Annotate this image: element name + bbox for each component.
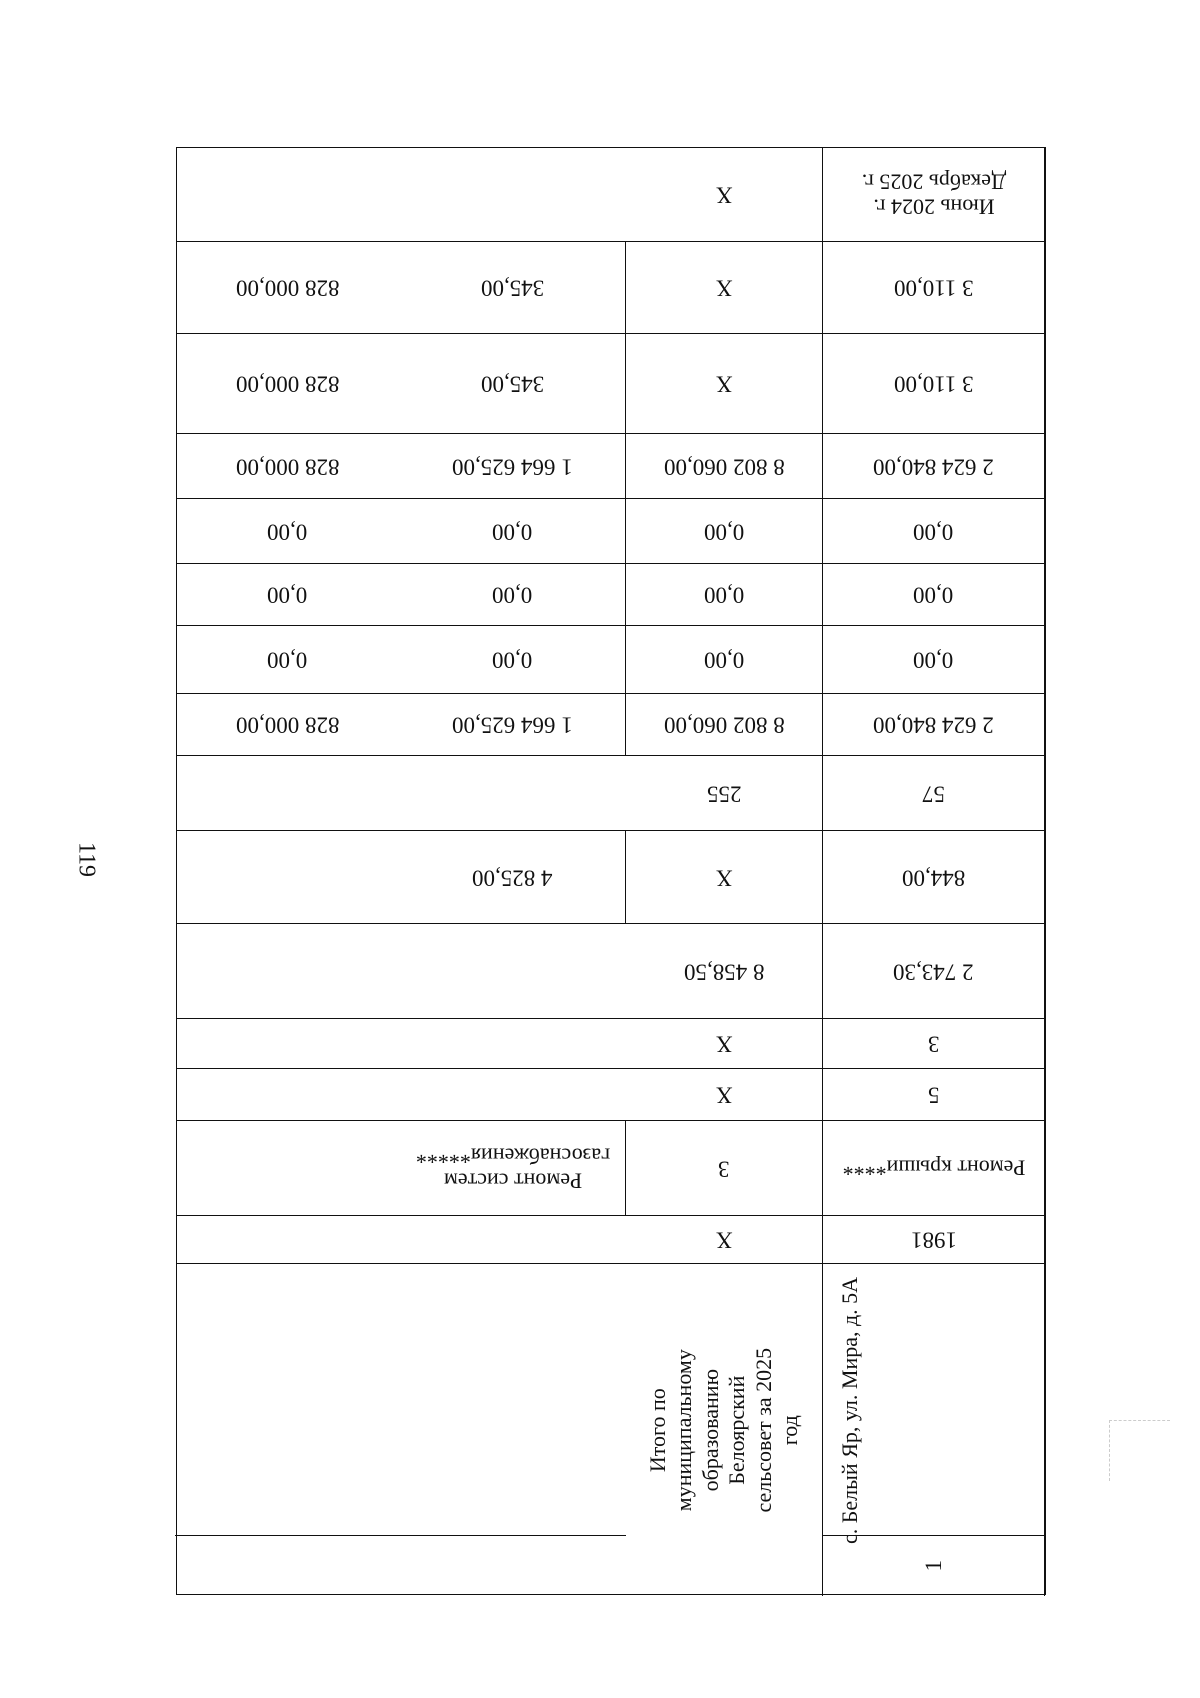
table-cell: Х: [626, 831, 823, 923]
table-cell: 0,00: [626, 626, 823, 693]
table-cell: 3 110,00: [823, 242, 1045, 333]
table-cell: [175, 148, 626, 241]
table-cell: 828 000,00: [235, 275, 340, 301]
table-cell: 1 664 625,00: [400, 694, 626, 755]
table-cell: Х: [626, 242, 823, 333]
table-cell: 3 110,00: [823, 334, 1045, 433]
table-row: [177, 924, 1045, 1019]
table-cell: 1981: [823, 1216, 1045, 1263]
table-cell: 828 000,00: [235, 371, 340, 397]
table-cell: 255: [626, 756, 823, 830]
table-cell: Х: [626, 1019, 823, 1068]
table-row: [177, 334, 1045, 434]
table-cell: 0,00: [267, 519, 308, 545]
table-cell: 4 825,00: [400, 831, 626, 923]
table-row: [177, 694, 1045, 756]
table-cell: Х: [626, 148, 823, 241]
address-cell: с. Белый Яр, ул. Мира, д. 5А 1: [823, 1264, 1045, 1596]
table-cell: 0,00: [400, 564, 626, 625]
table-cell: Х: [626, 1216, 823, 1263]
table-cell: Х: [626, 334, 823, 433]
table-cell: 2 624 840,00: [823, 434, 1045, 498]
table-row: [177, 1121, 1045, 1216]
table-cell: [175, 1121, 400, 1215]
table-row: [177, 1216, 1045, 1264]
table-cell: 1 664 625,00: [400, 434, 626, 498]
table-row: [177, 756, 1045, 831]
scan-artifact: [1109, 1420, 1170, 1481]
empty-cell: [175, 1264, 626, 1596]
total-label-cell: Итого по муниципальному образованию Белоярский сельсовет за 2025 год: [626, 1264, 823, 1596]
table-cell: 0,00: [400, 499, 626, 563]
table-cell: 8 802 060,00: [626, 434, 823, 498]
table-cell: [175, 831, 400, 923]
work-type-cell: Ремонт систем газоснабжения*****: [400, 1121, 626, 1215]
table-cell: [175, 1069, 626, 1120]
table-cell: 3: [626, 1121, 823, 1215]
table-cell: 8 458,50: [626, 924, 823, 1018]
table-cell: 0,00: [267, 647, 308, 673]
table-cell: 0,00: [823, 564, 1045, 625]
table-row: [177, 1019, 1045, 1069]
table-row: [177, 148, 1045, 242]
page-number: 119: [73, 841, 100, 878]
table-cell: 345,00: [400, 334, 626, 433]
table-cell: 0,00: [823, 499, 1045, 563]
table-row-total: [177, 1264, 1045, 1596]
table-cell: 844,00: [823, 831, 1045, 923]
table-row: [177, 1069, 1045, 1121]
table-cell: 0,00: [400, 626, 626, 693]
table-cell: 0,00: [823, 626, 1045, 693]
table-row: [177, 434, 1045, 499]
table-cell: 0,00: [626, 564, 823, 625]
table-cell: [175, 1019, 626, 1068]
table-cell: 828 000,00: [235, 712, 340, 738]
table-row: [177, 831, 1045, 924]
table-row: [177, 242, 1045, 334]
table-cell: 8 802 060,00: [626, 694, 823, 755]
table-cell: 3: [823, 1019, 1045, 1068]
table-cell: 2 624 840,00: [823, 694, 1045, 755]
table-cell: 0,00: [267, 582, 308, 608]
table-cell: 57: [823, 756, 1045, 830]
table-cell: 345,00: [400, 242, 626, 333]
period-cell: Июнь 2024 г. Декабрь 2025 г.: [823, 148, 1045, 241]
table-cell: 0,00: [626, 499, 823, 563]
work-type-cell: Ремонт крыши****: [823, 1121, 1045, 1215]
table-row: [177, 564, 1045, 626]
table-row: [177, 499, 1045, 564]
table-row: [177, 626, 1045, 694]
table-cell: [175, 756, 626, 830]
table-cell: 828 000,00: [235, 454, 340, 480]
table-cell: Х: [626, 1069, 823, 1120]
rotated-table: [176, 147, 1046, 1595]
table-cell: [175, 924, 626, 1018]
table-cell: 2 743,30: [823, 924, 1045, 1018]
table-cell: [175, 1216, 626, 1263]
table-cell: 5: [823, 1069, 1045, 1120]
